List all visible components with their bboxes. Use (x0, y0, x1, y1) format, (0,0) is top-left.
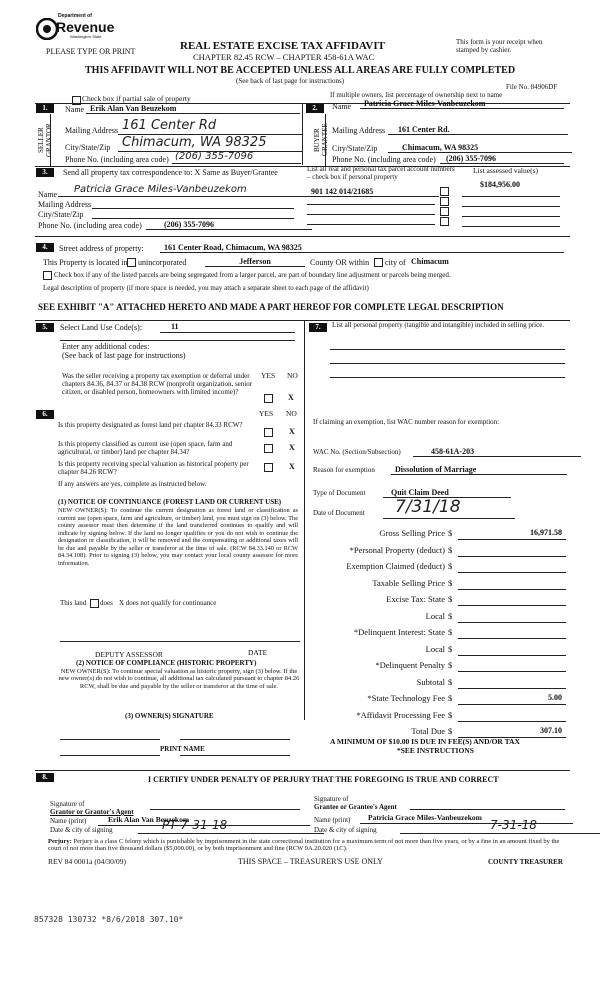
grantor-date-label: Date & city of signing (50, 826, 113, 834)
fee-value-field[interactable] (458, 677, 566, 689)
buyer-city-field[interactable]: Chimacum, WA 98325 (388, 143, 572, 153)
s3-name-label: Name (38, 190, 58, 199)
fee-row (305, 545, 573, 559)
fee-value-field[interactable] (458, 594, 566, 606)
fee-currency: $ (448, 643, 453, 654)
unincorporated-checkbox[interactable] (127, 258, 136, 267)
correspondence-label: Send all property tax correspondence to: X Same as Buyer/Grantee (63, 168, 278, 177)
fee-value-field[interactable]: 307.10 (458, 726, 566, 738)
see-back-note: (See back of last page for instructions) (236, 77, 345, 85)
print-name-label: PRINT NAME (160, 745, 205, 753)
parcel-checkbox-4[interactable] (440, 217, 449, 226)
buyer-name-label: Name (332, 102, 352, 111)
fee-currency: $ (448, 594, 453, 604)
assessed-value: $184,956.00 (480, 180, 520, 189)
receipt-note: This form is your receipt when stamped by cashier. (456, 38, 543, 55)
legal-desc-label: Legal description of property (if more space is needed, you may attach a separate sheet to each page of the affidavit) (43, 284, 369, 292)
grantor-date-field[interactable]: PT 7-31-18 (138, 819, 324, 834)
section-3-tag: 3. (36, 168, 54, 177)
s6-q1-no[interactable]: X (289, 427, 295, 436)
owner-signature-label: (3) OWNER(S) SIGNATURE (125, 712, 214, 720)
segregated-checkbox[interactable] (43, 271, 52, 280)
parcel-checkbox-2[interactable] (440, 197, 449, 206)
s6-q3: Is this property receiving special valuation as historical property per chapter 84.26 RCW? (58, 460, 249, 477)
seller-city-field[interactable]: Chimacum, WA 98325 (118, 136, 302, 152)
s6-if-yes: If any answers are yes, complete as instructed below. (58, 480, 207, 488)
treasurer-space-text: THIS SPACE – TREASURER'S USE ONLY (238, 857, 383, 866)
s3-name-field[interactable]: Patricia Grace Miles-Vanbeuzekom (58, 184, 310, 197)
exemption-question: Was the seller receiving a property tax exemption or deferral under chapters 84.36, 84.37 or 84.38 RCW (nonprofit organization, senior citizen, or disabled person, homeowners with limited income)? (62, 372, 253, 397)
does-label: does (100, 599, 113, 607)
s6-q1: Is this property designated as forest land per chapter 84.33 RCW? (58, 421, 243, 429)
reason-label: Reason for exemption (313, 466, 375, 474)
located-prefix: This Property is located in (43, 258, 128, 267)
multiple-owners-note: If multiple owners, list percentage of ownership next to name (330, 91, 503, 99)
fee-value-field[interactable] (458, 611, 566, 623)
s5-yes: YES (261, 371, 276, 380)
section-1-tag: 1. (36, 104, 54, 113)
section-7-tag: 7. (309, 323, 327, 332)
buyer-mailing-label: Mailing Address (332, 126, 386, 135)
city-of-label: city of (385, 258, 406, 267)
fee-value-field[interactable] (458, 627, 566, 639)
s3-mailing-label: Mailing Address (38, 200, 92, 209)
fee-currency: $ (448, 726, 453, 736)
fee-value-field[interactable] (458, 644, 566, 656)
s6-q3-no[interactable]: X (289, 462, 295, 471)
grantee-date-label: Date & city of signing (314, 826, 377, 834)
fee-row (305, 693, 573, 707)
doc-type-label: Type of Document (313, 489, 366, 497)
form-chapter: CHAPTER 82.45 RCW – CHAPTER 458-61A WAC (193, 52, 375, 62)
land-use-label: Select Land Use Code(s): (60, 323, 142, 332)
section-5-tag: 5. (36, 323, 54, 332)
exemption-yes-checkbox[interactable] (264, 394, 273, 403)
section-4-tag: 4. (36, 243, 54, 252)
s3-phone-field[interactable]: (206) 355-7096 (146, 220, 312, 230)
does-qualify-checkbox[interactable] (90, 599, 99, 608)
seller-city-label: City/State/Zip (65, 143, 111, 152)
additional-codes-label: Enter any additional codes: (62, 342, 150, 351)
does-not-label: X does not qualify for continuance (119, 599, 217, 607)
certify-text: I CERTIFY UNDER PENALTY OF PERJURY THAT THE FOREGOING IS TRUE AND CORRECT (148, 775, 499, 784)
exhibit-text: SEE EXHIBIT "A" ATTACHED HERETO AND MADE A PART HEREOF FOR COMPLETE LEGAL DESCRIPTION (38, 302, 504, 312)
minimum-due-text: A MINIMUM OF $10.00 IS DUE IN FEE(S) AND/OR TAX (330, 737, 520, 746)
s6-q2: Is this property classified as current use (open space, farm and agricultural, or timber) land per chapter 84.34? (58, 440, 233, 457)
fee-currency: $ (448, 544, 453, 555)
assessed-header: List assessed value(s) (473, 166, 538, 175)
fee-row (305, 578, 573, 592)
buyer-mailing-field[interactable]: 161 Center Rd. (388, 125, 568, 135)
fee-label: *Personal Property (deduct) (349, 544, 445, 555)
fee-label: Local (425, 610, 445, 621)
fee-currency: $ (448, 660, 453, 670)
fee-value-field[interactable]: 16,971.58 (458, 528, 566, 540)
fee-label: Excise Tax: State (386, 594, 445, 604)
s6-q2-yes[interactable] (264, 444, 273, 453)
seller-mailing-label: Mailing Address (65, 126, 119, 135)
logo-name: Revenue (56, 19, 115, 35)
seller-phone-label: Phone No. (including area code) (65, 155, 169, 164)
s3-city-field[interactable] (92, 209, 294, 219)
fee-row (305, 660, 573, 674)
s6-yes: YES (259, 409, 274, 418)
form-title: REAL ESTATE EXCISE TAX AFFIDAVIT (180, 40, 385, 52)
fee-currency: $ (448, 561, 453, 571)
seller-phone-field[interactable]: (206) 355-7096 (172, 151, 301, 164)
fee-currency: $ (448, 709, 453, 720)
buyer-city-label: City/State/Zip (332, 144, 378, 153)
section-2-tag: 2. (306, 104, 324, 113)
seller-mailing-field[interactable]: 161 Center Rd (118, 119, 302, 135)
personal-property-label: List all personal property (tangible and intangible) included in selling price. (332, 321, 545, 329)
this-land-label: This land (60, 599, 87, 607)
fee-currency: $ (448, 676, 453, 687)
doc-type-field[interactable]: Quit Claim Deed (383, 488, 511, 498)
seller-name-label: Name (65, 105, 85, 114)
fee-row (305, 594, 573, 608)
exemption-no-answer[interactable]: X (288, 393, 294, 402)
fee-currency: $ (448, 627, 453, 637)
parcel-field-1[interactable]: 901 142 014/21685 (307, 187, 439, 197)
fee-currency: $ (448, 577, 453, 588)
county-suffix: County OR within (310, 258, 370, 267)
compliance-title: (2) NOTICE OF COMPLIANCE (HISTORIC PROPERTY) (76, 659, 257, 667)
fee-value-field[interactable] (458, 561, 566, 573)
deputy-assessor-label: DEPUTY ASSESSOR (95, 650, 163, 659)
revenue-logo (36, 13, 115, 44)
grantor-signature-line[interactable] (150, 808, 300, 810)
cashier-stamp: 857328 130732 *8/6/2018 307.10* (34, 915, 184, 924)
street-label: Street address of property: (59, 244, 144, 253)
seller-vertical-label: SELLER GRANTOR (37, 123, 54, 157)
seller-name-field[interactable]: Erik Alan Van Beuzekom (86, 104, 300, 114)
within-city-checkbox[interactable] (374, 258, 383, 267)
buyer-phone-label: Phone No. (including area code) (332, 155, 436, 164)
grantee-name-field[interactable]: Patricia Grace Miles-Vanbeuzekom (360, 814, 573, 824)
land-use-value: 11 (171, 322, 179, 331)
rev-number: REV 84 0001a (04/30/09) (48, 857, 126, 866)
city-field[interactable]: Chimacum (411, 257, 449, 266)
grantee-name-label: Name (print) (314, 816, 351, 824)
fee-label: Taxable Selling Price (372, 577, 445, 588)
buyer-name-field[interactable] (360, 99, 564, 109)
fee-label: Local (425, 643, 445, 654)
fee-label: *State Technology Fee (367, 693, 445, 703)
section-8-tag: 8. (36, 773, 54, 782)
fee-label: Subtotal (416, 676, 445, 687)
s3-city-label: City/State/Zip (38, 210, 84, 219)
fee-label: Gross Selling Price (379, 528, 445, 538)
buyer-vertical-label: BUYER GRANTEE (313, 123, 330, 157)
fee-currency: $ (448, 610, 453, 621)
grantee-signature-of: Signature of (314, 795, 349, 803)
street-field[interactable]: 161 Center Road, Chimacum, WA 98325 (160, 243, 564, 253)
buyer-name-text: Patricia Grace Miles-Vanbeuzekom (364, 99, 486, 108)
fee-row (305, 561, 573, 575)
fee-label: *Delinquent Interest: State (353, 627, 445, 637)
grantee-agent-label: Grantee or Grantee's Agent (314, 803, 397, 811)
compliance-body: NEW OWNER(S): To continue special valuation as historic property, sign (3) below. If the new owner(s) do not wish to continue, all additional tax calculated pursuant to chapter 84.26 RCW, shall be due and payable by the seller or transferor at the time of sale. (58, 668, 300, 690)
fee-currency: $ (448, 528, 453, 538)
grantee-date-field[interactable]: 7-31-18 (400, 819, 600, 834)
type-or-print: PLEASE TYPE OR PRINT (46, 47, 136, 56)
additional-codes-note: (See back of last page for instructions) (62, 351, 186, 360)
buyer-phone-field[interactable]: (206) 355-7096 (440, 154, 564, 164)
see-instructions-text: *SEE INSTRUCTIONS (397, 746, 474, 755)
perjury-notice (48, 838, 568, 853)
file-number: File No. 84906DF (506, 83, 558, 91)
continuance-title: (1) NOTICE OF CONTINUANCE (FOREST LAND OR CURRENT USE) (58, 498, 282, 506)
parcel-header: List all real and personal tax parcel account numbers – check box if personal property (307, 165, 455, 182)
fee-value-field[interactable]: 5.00 (458, 693, 566, 705)
section-6-tag: 6. (36, 410, 54, 419)
s6-q1-yes[interactable] (264, 428, 273, 437)
grantor-name-label: Name (print) (50, 817, 87, 825)
fee-currency: $ (448, 693, 453, 703)
logo-dept: Department of (58, 13, 92, 19)
fee-row (305, 528, 573, 542)
county-field[interactable]: Jefferson (205, 257, 305, 267)
parcel-checkbox-1[interactable] (440, 187, 449, 196)
fee-label: *Delinquent Penalty (375, 660, 445, 670)
logo-mark-icon (36, 18, 58, 40)
fee-label: Exemption Claimed (deduct) (346, 561, 445, 571)
wac-field[interactable]: 458-61A-203 (413, 447, 581, 457)
parcel-checkbox-3[interactable] (440, 207, 449, 216)
form-warning: THIS AFFIDAVIT WILL NOT BE ACCEPTED UNLESS ALL AREAS ARE FULLY COMPLETED (85, 65, 516, 76)
partial-sale-label: Check box if partial sale of property (82, 94, 191, 103)
fee-value-field[interactable] (458, 660, 566, 672)
doc-date-field[interactable]: 7/31/18 (383, 498, 515, 519)
wac-label: WAC No. (Section/Subsection) (313, 448, 401, 456)
segregated-label: Check box if any of the listed parcels are being segregated from a larger parcel, are part of boundary line adjustment or parcels being merged. (54, 271, 451, 279)
perjury-text: Perjury is a class C felony which is punishable by imprisonment in the state correctional institution for a maximum term of not more than five years, or by a fine in an amount fixed by the court of not more than five thousand dollars ($5,000.00), or by both imprisonment and fine (RCW 9A.20.020 (1C). (48, 838, 560, 853)
county-treasurer-label: COUNTY TREASURER (488, 858, 563, 866)
wac-intro: If claiming an exemption, list WAC number reason for exemption: (313, 418, 500, 426)
deputy-date-label: DATE (248, 648, 268, 657)
fee-row (305, 677, 573, 691)
logo-state: Washington State (70, 34, 102, 39)
fee-row (305, 644, 573, 658)
unincorporated-label: unincorporated (138, 258, 187, 267)
s3-phone-label: Phone No. (including area code) (38, 221, 142, 230)
fee-row (305, 627, 573, 641)
s6-q3-yes[interactable] (264, 463, 273, 472)
s5-no: NO (287, 371, 298, 380)
s6-no: NO (286, 409, 297, 418)
fee-value-field[interactable] (458, 578, 566, 590)
fee-value-field[interactable] (458, 710, 566, 722)
s6-q2-no[interactable]: X (289, 443, 295, 452)
grantor-signature-of: Signature of (50, 800, 85, 808)
grantor-name-field[interactable]: Erik Alan Van Beuzekom (98, 816, 310, 826)
fee-label: *Affidavit Processing Fee (356, 709, 445, 720)
perjury-bold: Perjury: (48, 838, 72, 845)
reason-field[interactable]: Dissolution of Marriage (391, 465, 567, 475)
fee-row (305, 611, 573, 625)
fee-row (305, 710, 573, 724)
doc-date-label: Date of Document (313, 509, 365, 517)
grantor-agent-label: Grantor or Grantor's Agent (50, 808, 134, 816)
grantee-signature-line[interactable] (410, 808, 565, 810)
fee-label: Total Due (411, 726, 445, 736)
fee-value-field[interactable] (458, 545, 566, 557)
s3-mailing-field[interactable] (92, 199, 294, 209)
continuance-body: NEW OWNER(S): To continue the current designation as forest land or classification as current use (open space, farm and agriculture, or timber) land, you must sign on (3) below. The county assessor must then determine if the land transferred continues to qualify and will indicate by signing below. If the land no longer qualifies or you do not wish to continue the designation or classification, it will be removed and the compensating or additional taxes will be due and payable by the seller or transferor at the time of sale. (RCW 84.33.140 or RCW 84.34.108). Prior to signing (3) below, you may contact your local county assessor for more information. (58, 507, 298, 567)
